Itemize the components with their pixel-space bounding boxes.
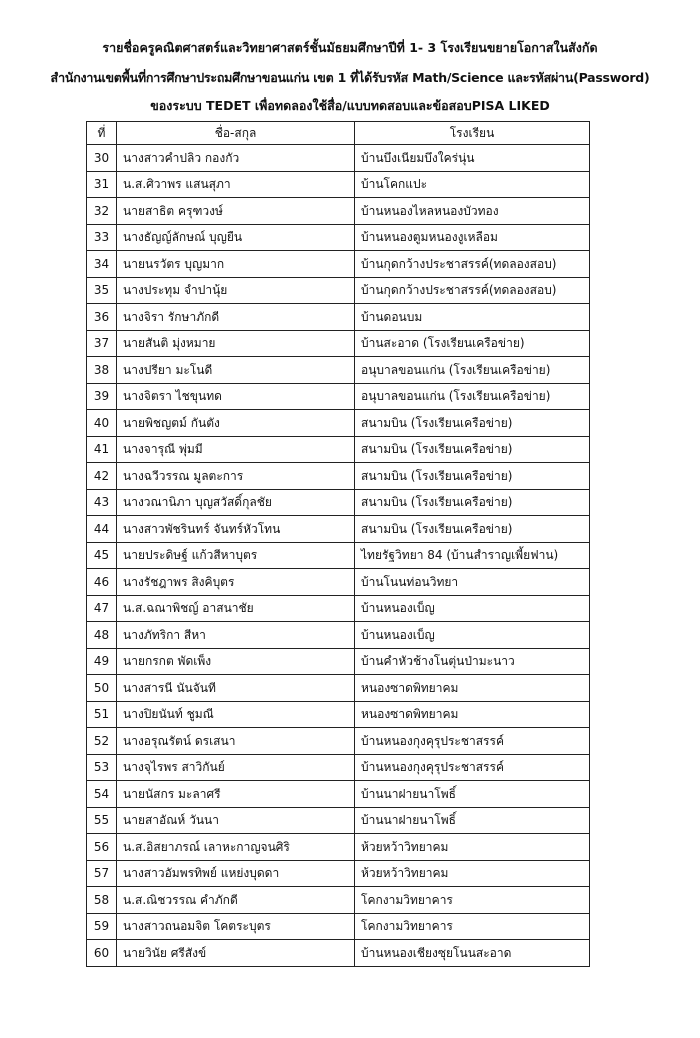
teacher-name-cell: นายประดิษฐ์ แก้วสีหาบุตร xyxy=(117,542,355,569)
row-number-cell: 49 xyxy=(87,648,117,675)
row-number-cell: 51 xyxy=(87,701,117,728)
row-number-cell: 35 xyxy=(87,277,117,304)
table-row xyxy=(87,834,590,861)
teacher-name-cell: นางจารุณี พุ่มมี xyxy=(117,436,355,463)
row-number-cell: 56 xyxy=(87,834,117,861)
teacher-name-cell: นางสาวถนอมจิต โคตระบุตร xyxy=(117,913,355,940)
teacher-name-cell: นางภัทริกา สีหา xyxy=(117,622,355,649)
teacher-name-cell: นางวณานิภา บุญสวัสดิ์กุลชัย xyxy=(117,489,355,516)
teacher-name-cell: นางรัชฎาพร สิงคิบุตร xyxy=(117,569,355,596)
table-row xyxy=(87,145,590,172)
row-number-cell: 42 xyxy=(87,463,117,490)
row-number-cell: 38 xyxy=(87,357,117,384)
school-name-cell: อนุบาลขอนแก่น (โรงเรียนเครือข่าย) xyxy=(355,357,590,384)
table-row xyxy=(87,516,590,543)
teacher-name-cell: นางสาวพัชรินทร์ จันทร์หัวโทน xyxy=(117,516,355,543)
table-row xyxy=(87,940,590,967)
school-name-cell: สนามบิน (โรงเรียนเครือข่าย) xyxy=(355,410,590,437)
school-name-cell: ห้วยหว้าวิทยาคม xyxy=(355,860,590,887)
table-row xyxy=(87,648,590,675)
row-number-cell: 58 xyxy=(87,887,117,914)
school-name-cell: โคกงามวิทยาคาร xyxy=(355,887,590,914)
row-number-cell: 55 xyxy=(87,807,117,834)
row-number-cell: 32 xyxy=(87,198,117,225)
column-header-name: ชื่อ-สกุล xyxy=(117,122,355,145)
school-name-cell: บ้านคำหัวช้างโนตุ่นป่ามะนาว xyxy=(355,648,590,675)
row-number-cell: 60 xyxy=(87,940,117,967)
table-row xyxy=(87,436,590,463)
school-name-cell: บ้านหนองเบ็ญ xyxy=(355,595,590,622)
row-number-cell: 41 xyxy=(87,436,117,463)
table-header-row xyxy=(87,122,590,145)
table-row xyxy=(87,304,590,331)
table-row xyxy=(87,542,590,569)
school-name-cell: บ้านสะอาด (โรงเรียนเครือข่าย) xyxy=(355,330,590,357)
table-row xyxy=(87,224,590,251)
row-number-cell: 40 xyxy=(87,410,117,437)
teacher-name-cell: นางฉวีวรรณ มูลตะการ xyxy=(117,463,355,490)
school-name-cell: ห้วยหว้าวิทยาคม xyxy=(355,834,590,861)
school-name-cell: บ้านบึงเนียมบึงใคร่นุ่น xyxy=(355,145,590,172)
table-row xyxy=(87,675,590,702)
row-number-cell: 37 xyxy=(87,330,117,357)
school-name-cell: บ้านโคกแปะ xyxy=(355,171,590,198)
teacher-name-cell: น.ส.ณิชวรรณ คำภักดี xyxy=(117,887,355,914)
document-title-line-2: สำนักงานเขตพื้นที่การศึกษาประถมศึกษาขอนแก่น เขต 1 ที่ได้รับรหัส Math/Science และรหัสผ่าน(Password) xyxy=(50,70,650,85)
teacher-name-cell: น.ส.ฉณาพิชญ์ อาสนาชัย xyxy=(117,595,355,622)
teacher-name-cell: นางประทุม จำปานุ้ย xyxy=(117,277,355,304)
table-row xyxy=(87,701,590,728)
column-header-school: โรงเรียน xyxy=(355,122,590,145)
row-number-cell: 44 xyxy=(87,516,117,543)
table-row xyxy=(87,410,590,437)
school-name-cell: บ้านหนองเชียงซุยโนนสะอาด xyxy=(355,940,590,967)
row-number-cell: 50 xyxy=(87,675,117,702)
teacher-name-cell: นายนัสกร มะลาศรี xyxy=(117,781,355,808)
row-number-cell: 30 xyxy=(87,145,117,172)
row-number-cell: 39 xyxy=(87,383,117,410)
table-row xyxy=(87,728,590,755)
teacher-name-cell: นายสาอัณห์ วันนา xyxy=(117,807,355,834)
table-row xyxy=(87,383,590,410)
school-name-cell: บ้านหนองไหลหนองบัวทอง xyxy=(355,198,590,225)
school-name-cell: สนามบิน (โรงเรียนเครือข่าย) xyxy=(355,463,590,490)
teacher-name-cell: นายสันติ มุ่งหมาย xyxy=(117,330,355,357)
teacher-roster-table xyxy=(86,121,590,967)
school-name-cell: บ้านนาฝายนาโพธิ์ xyxy=(355,807,590,834)
school-name-cell: สนามบิน (โรงเรียนเครือข่าย) xyxy=(355,489,590,516)
teacher-name-cell: นางอรุณรัตน์ ดรเสนา xyxy=(117,728,355,755)
teacher-name-cell: นายวินัย ศรีสังข์ xyxy=(117,940,355,967)
table-row xyxy=(87,595,590,622)
table-row xyxy=(87,489,590,516)
teacher-name-cell: นายนรวัตร บุญมาก xyxy=(117,251,355,278)
school-name-cell: บ้านหนองตูมหนองงูเหลือม xyxy=(355,224,590,251)
table-row xyxy=(87,251,590,278)
school-name-cell: บ้านโนนท่อนวิทยา xyxy=(355,569,590,596)
teacher-name-cell: นางปิยนันท์ ชูมณี xyxy=(117,701,355,728)
row-number-cell: 45 xyxy=(87,542,117,569)
table-row xyxy=(87,277,590,304)
table-row xyxy=(87,569,590,596)
row-number-cell: 59 xyxy=(87,913,117,940)
school-name-cell: โคกงามวิทยาคาร xyxy=(355,913,590,940)
row-number-cell: 31 xyxy=(87,171,117,198)
teacher-name-cell: นางจิรา รักษาภักดี xyxy=(117,304,355,331)
row-number-cell: 53 xyxy=(87,754,117,781)
column-header-number: ที่ xyxy=(87,122,117,145)
school-name-cell: สนามบิน (โรงเรียนเครือข่าย) xyxy=(355,436,590,463)
table-row xyxy=(87,622,590,649)
school-name-cell: บ้านหนองกุงคุรุประชาสรรค์ xyxy=(355,754,590,781)
school-name-cell: ไทยรัฐวิทยา 84 (บ้านสำราญเพี้ยฟาน) xyxy=(355,542,590,569)
school-name-cell: บ้านกุดกว้างประชาสรรค์(ทดลองสอบ) xyxy=(355,277,590,304)
teacher-name-cell: นายกรกต พัดเพ็ง xyxy=(117,648,355,675)
teacher-name-cell: นางสาวอัมพรทิพย์ แหย่งบุดดา xyxy=(117,860,355,887)
document-title-line-3: ของระบบ TEDET เพื่อทดลองใช้สื่อ/แบบทดสอบและข้อสอบPISA LIKED xyxy=(150,98,550,113)
teacher-name-cell: นางจิตรา ไชขุนทด xyxy=(117,383,355,410)
school-name-cell: บ้านกุดกว้างประชาสรรค์(ทดลองสอบ) xyxy=(355,251,590,278)
table-body xyxy=(87,145,590,967)
table-row xyxy=(87,463,590,490)
teacher-name-cell: นายพิชญตม์ กันตัง xyxy=(117,410,355,437)
table-row xyxy=(87,860,590,887)
teacher-name-cell: น.ส.ศิวาพร แสนสุภา xyxy=(117,171,355,198)
table-row xyxy=(87,781,590,808)
teacher-name-cell: นายสาธิต ครุฑวงษ์ xyxy=(117,198,355,225)
row-number-cell: 47 xyxy=(87,595,117,622)
school-name-cell: อนุบาลขอนแก่น (โรงเรียนเครือข่าย) xyxy=(355,383,590,410)
table-row xyxy=(87,330,590,357)
row-number-cell: 52 xyxy=(87,728,117,755)
school-name-cell: บ้านหนองเบ็ญ xyxy=(355,622,590,649)
teacher-name-cell: นางสาวคำปลิว กองกัว xyxy=(117,145,355,172)
school-name-cell: บ้านดอนบม xyxy=(355,304,590,331)
row-number-cell: 43 xyxy=(87,489,117,516)
school-name-cell: สนามบิน (โรงเรียนเครือข่าย) xyxy=(355,516,590,543)
table-row xyxy=(87,198,590,225)
row-number-cell: 36 xyxy=(87,304,117,331)
row-number-cell: 33 xyxy=(87,224,117,251)
school-name-cell: หนองซาดพิทยาคม xyxy=(355,701,590,728)
row-number-cell: 34 xyxy=(87,251,117,278)
school-name-cell: บ้านหนองกุงคุรุประชาสรรค์ xyxy=(355,728,590,755)
table-row xyxy=(87,171,590,198)
table-header xyxy=(87,122,590,145)
teacher-name-cell: นางสารนี นันจันที xyxy=(117,675,355,702)
document-title-line-1: รายชื่อครูคณิตศาสตร์และวิทยาศาสตร์ชั้นมัธยมศึกษาปีที่ 1- 3 โรงเรียนขยายโอกาสในสังกัด xyxy=(102,40,598,55)
school-name-cell: หนองซาดพิทยาคม xyxy=(355,675,590,702)
row-number-cell: 54 xyxy=(87,781,117,808)
teacher-name-cell: นางจุไรพร สาวิกันย์ xyxy=(117,754,355,781)
row-number-cell: 57 xyxy=(87,860,117,887)
school-name-cell: บ้านนาฝายนาโพธิ์ xyxy=(355,781,590,808)
teacher-name-cell: นางปรียา มะโนดี xyxy=(117,357,355,384)
teacher-name-cell: นางธัญญ์ลักษณ์ บุญยืน xyxy=(117,224,355,251)
row-number-cell: 48 xyxy=(87,622,117,649)
table-row xyxy=(87,913,590,940)
table-row xyxy=(87,887,590,914)
table-row xyxy=(87,754,590,781)
table-row xyxy=(87,357,590,384)
table-row xyxy=(87,807,590,834)
teacher-name-cell: น.ส.อิสยาภรณ์ เลาหะกาญจนศิริ xyxy=(117,834,355,861)
row-number-cell: 46 xyxy=(87,569,117,596)
